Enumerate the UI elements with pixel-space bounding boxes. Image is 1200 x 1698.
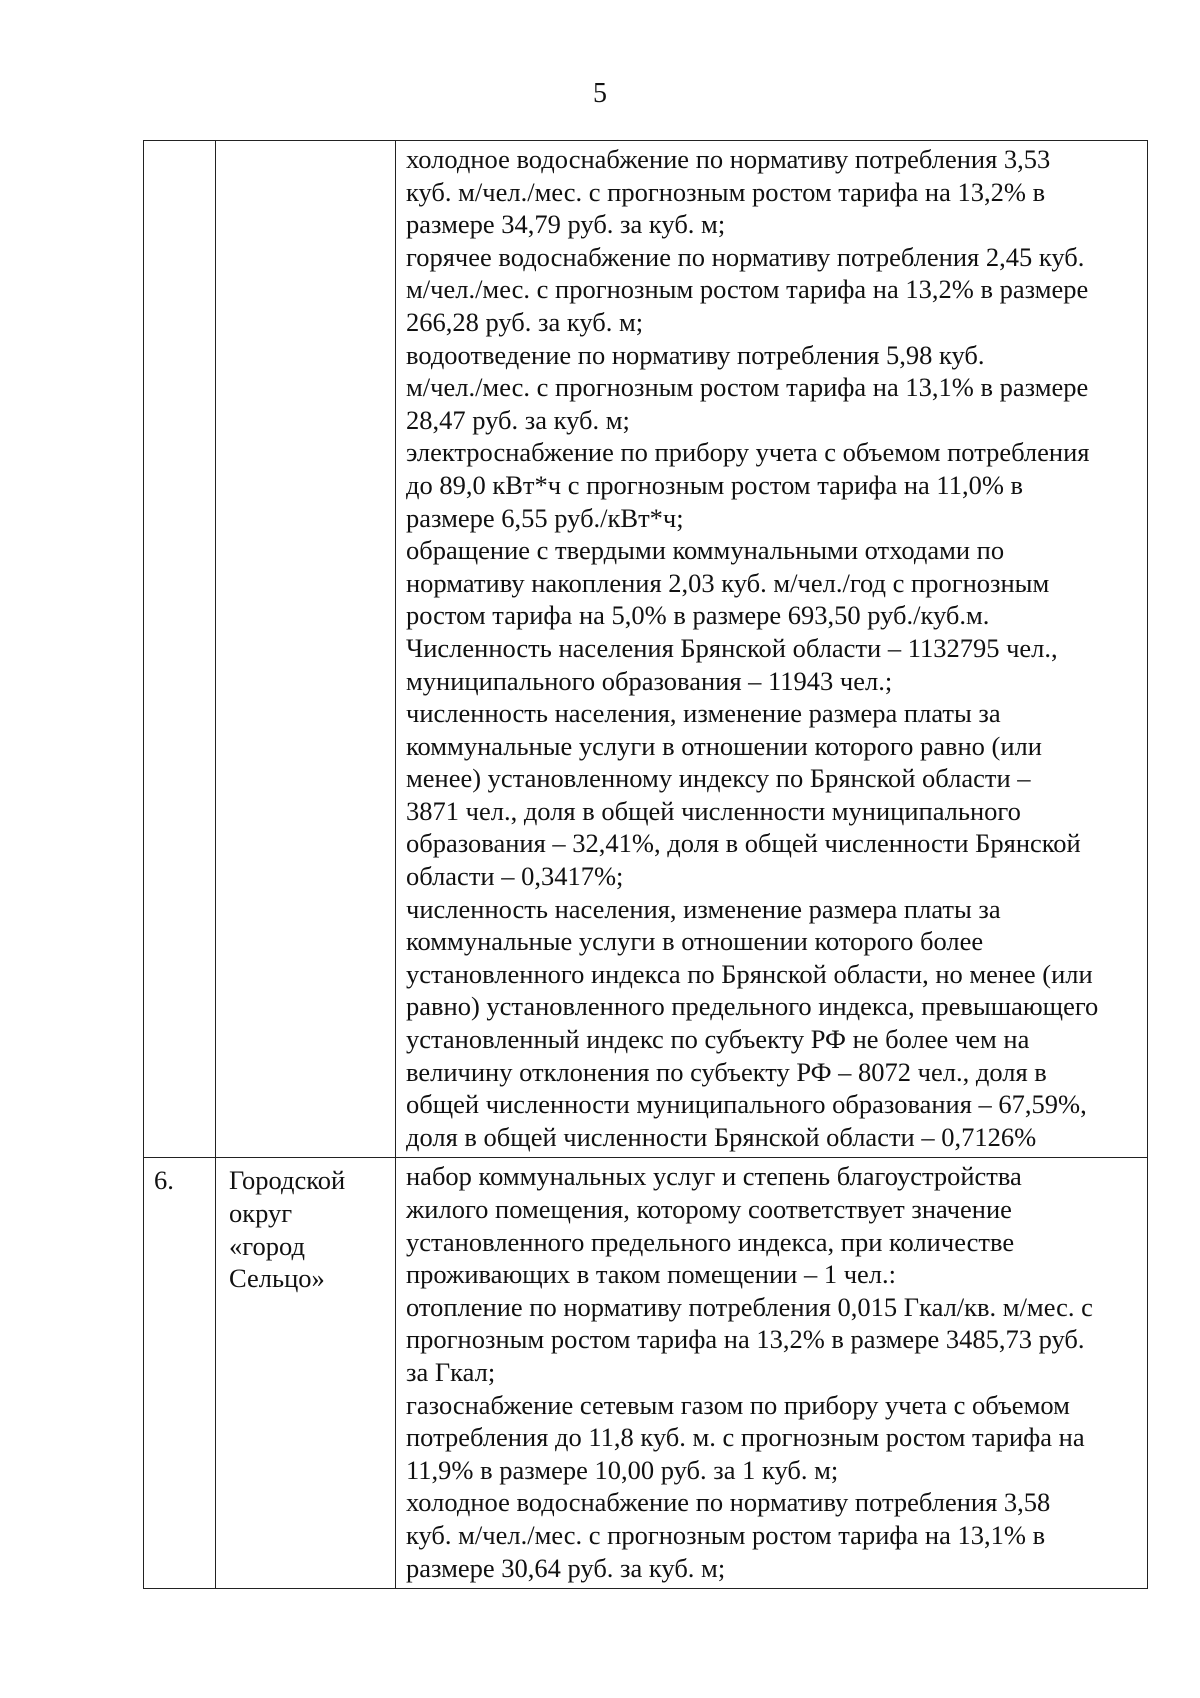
text-line: холодное водоснабжение по нормативу потребления 3,53	[406, 144, 1051, 174]
text-line: куб. м/чел./мес. с прогнозным ростом тарифа на 13,2% в	[406, 176, 1046, 207]
text-line: до 89,0 кВт*ч с прогнозным ростом тарифа на 11,0% в	[406, 469, 1024, 500]
text-line: Численность населения Брянской области – 1132795 чел.,	[406, 632, 1058, 663]
text-line: 11,9% в размере 10,00 руб. за 1 куб. м;	[406, 1454, 839, 1485]
text-line: равно) установленного предельного индекса, превышающего	[406, 991, 1099, 1022]
text-line: набор коммунальных услуг и степень благоустройства	[406, 1161, 1022, 1192]
text-line: прогнозным ростом тарифа на 13,2% в размере 3485,73 руб.	[406, 1324, 1085, 1355]
text-line: установленный индекс по субъекту РФ не более чем на	[406, 1024, 1030, 1055]
text-line: доля в общей численности Брянской области – 0,7126%	[406, 1121, 1037, 1152]
text-line: коммунальные услуги в отношении которого более	[406, 926, 984, 957]
text-line: 266,28 руб. за куб. м;	[406, 306, 644, 337]
text-line: величину отклонения по субъекту РФ – 8072 чел., доля в	[406, 1056, 1047, 1087]
text-line: газоснабжение сетевым газом по прибору учета с объемом	[406, 1389, 1070, 1420]
text-line: куб. м/чел./мес. с прогнозным ростом тарифа на 13,1% в	[406, 1519, 1046, 1550]
row-number-cell	[144, 141, 216, 1158]
text-line: м/чел./мес. с прогнозным ростом тарифа на 13,2% в размере	[406, 274, 1089, 305]
text-line: 3871 чел., доля в общей численности муниципального	[406, 795, 1021, 826]
text-line: отопление по нормативу потребления 0,015 Гкал/кв. м/мес. с	[406, 1291, 1093, 1322]
text-line: коммунальные услуги в отношении которого равно (или	[406, 730, 1042, 761]
tariff-table	[143, 140, 1148, 1589]
text-line: численность населения, изменение размера платы за	[406, 698, 1001, 729]
text-line: области – 0,3417%;	[406, 861, 624, 892]
municipality-cell	[216, 141, 396, 1158]
text-line: муниципального образования – 11943 чел.;	[406, 665, 893, 696]
text-line: проживающих в таком помещении – 1 чел.:	[406, 1259, 897, 1290]
text-line: образования – 32,41%, доля в общей численности Брянской	[406, 828, 1081, 859]
description-cell	[396, 141, 1148, 1158]
text-line: жилого помещения, которому соответствует значение	[406, 1194, 1012, 1224]
text-line: численность населения, изменение размера платы за	[406, 893, 1001, 924]
text-line: ростом тарифа на 5,0% в размере 693,50 руб./куб.м.	[406, 600, 990, 631]
table-row	[144, 141, 1148, 1158]
text-line: общей численности муниципального образования – 67,59%,	[406, 1089, 1087, 1120]
text-line: размере 30,64 руб. за куб. м;	[406, 1552, 726, 1583]
text-line: установленного предельного индекса, при количестве	[406, 1226, 1015, 1257]
row-number-cell	[144, 1158, 216, 1589]
text-line: менее) установленному индексу по Брянской области –	[406, 763, 1031, 794]
municipality-name-line: «город	[229, 1230, 305, 1261]
text-line: установленного индекса по Брянской области, но менее (или	[406, 958, 1093, 989]
text-line: водоотведение по нормативу потребления 5,98 куб.	[406, 339, 985, 370]
text-line: м/чел./мес. с прогнозным ростом тарифа на 13,1% в размере	[406, 372, 1089, 403]
text-line: потребления до 11,8 куб. м. с прогнозным ростом тарифа на	[406, 1422, 1085, 1453]
text-line: обращение с твердыми коммунальными отходами по	[406, 535, 1005, 566]
text-line: горячее водоснабжение по нормативу потребления 2,45 куб.	[406, 241, 1085, 272]
description-cell	[396, 1158, 1148, 1589]
municipality-name-line: Сельцо»	[229, 1263, 325, 1294]
row-number: 6.	[154, 1165, 174, 1196]
text-line: 28,47 руб. за куб. м;	[406, 404, 630, 435]
text-line: за Гкал;	[406, 1356, 496, 1387]
page-number: 5	[593, 78, 607, 109]
text-line: нормативу накопления 2,03 куб. м/чел./год с прогнозным	[406, 567, 1050, 598]
text-line: размере 34,79 руб. за куб. м;	[406, 209, 726, 240]
municipality-name-line: округ	[229, 1198, 293, 1228]
table-row	[144, 1158, 1148, 1589]
text-line: холодное водоснабжение по нормативу потребления 3,58	[406, 1487, 1051, 1518]
text-line: электроснабжение по прибору учета с объемом потребления	[406, 437, 1090, 468]
text-line: размере 6,55 руб./кВт*ч;	[406, 502, 684, 533]
municipality-cell	[216, 1158, 396, 1589]
municipality-name-line: Городской	[229, 1165, 346, 1196]
